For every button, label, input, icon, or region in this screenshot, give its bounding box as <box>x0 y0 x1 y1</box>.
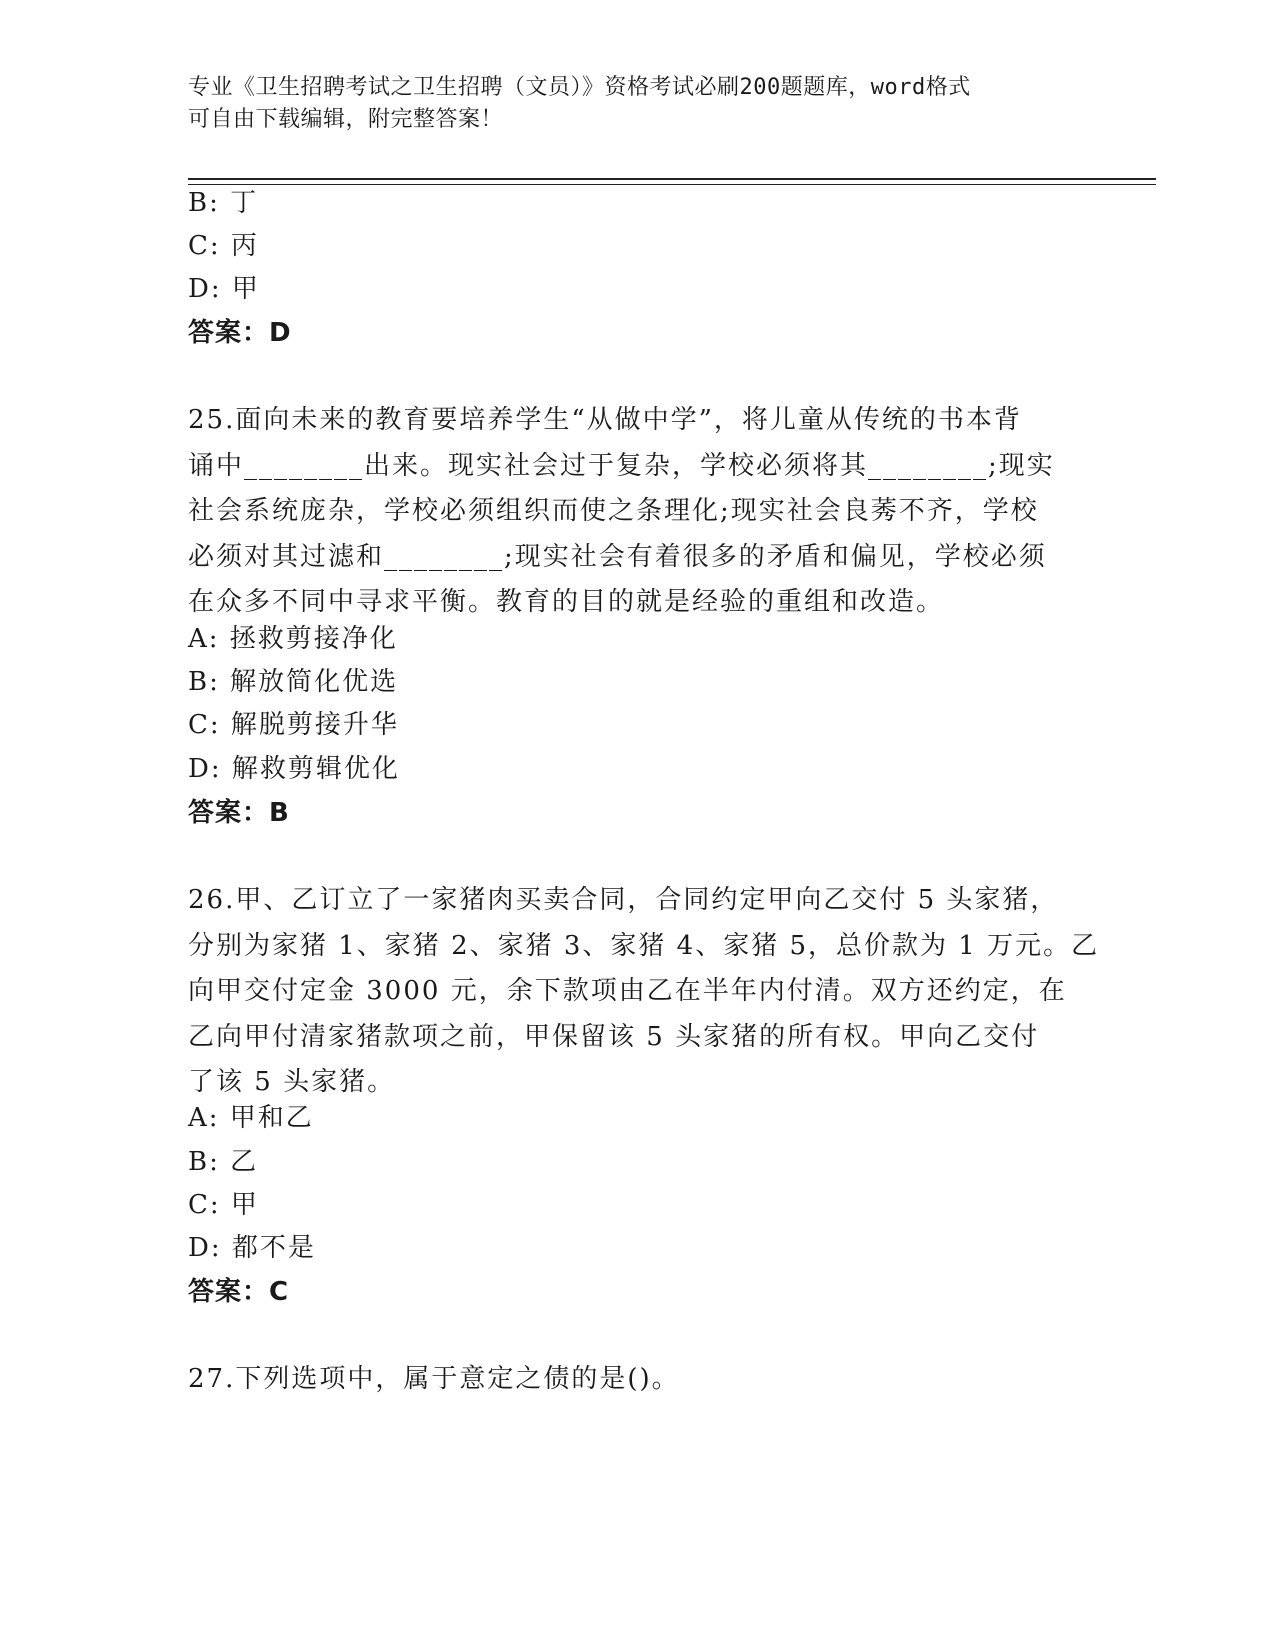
option-b: B: 乙 <box>188 1147 259 1177</box>
option-c: C: 丙 <box>188 231 259 261</box>
question-line: 了该 5 头家猪。 <box>188 1067 396 1097</box>
option-c: C: 甲 <box>188 1190 259 1220</box>
question-line: 分别为家猪 1、家猪 2、家猪 3、家猪 4、家猪 5，总价款为 1 万元。乙 <box>188 930 1100 961</box>
question-line: 诵中________出来。现实社会过于复杂，学校必须将其________;现实 <box>188 450 1055 481</box>
header-divider-thin <box>188 184 1156 185</box>
option-d: D: 都不是 <box>188 1233 316 1263</box>
question-line: 社会系统庞杂，学校必须组织而使之条理化;现实社会良莠不齐，学校 <box>188 496 1039 526</box>
document-header <box>188 72 1068 136</box>
answer: 答案：C <box>188 1277 290 1307</box>
question-line: 27.下列选项中，属于意定之债的是()。 <box>188 1364 680 1394</box>
header-line-1: 专业《卫生招聘考试之卫生招聘（文员）》资格考试必刷200题题库，word格式 <box>188 75 971 100</box>
answer: 答案：B <box>188 798 290 828</box>
header-divider-thick <box>188 178 1156 180</box>
option-a: A: 拯救剪接净化 <box>188 624 398 654</box>
option-d: D: 解救剪辑优化 <box>188 754 400 784</box>
question-26-text <box>188 878 1100 1106</box>
option-a: A: 甲和乙 <box>188 1103 314 1133</box>
question-27-text <box>188 1357 1078 1403</box>
question-line: 乙向甲付清家猪款项之前，甲保留该 5 头家猪的所有权。甲向乙交付 <box>188 1021 1040 1052</box>
option-b: B: 解放简化优选 <box>188 667 399 697</box>
header-line-2: 可自由下载编辑，附完整答案！ <box>188 107 504 132</box>
question-line: 25.面向未来的教育要培养学生“从做中学”，将儿童从传统的书本背 <box>188 405 1022 435</box>
question-line: 必须对其过滤和________;现实社会有着很多的矛盾和偏见，学校必须 <box>188 541 1047 572</box>
question-line: 26.甲、乙订立了一家猪肉买卖合同，合同约定甲向乙交付 5 头家猪， <box>188 885 1059 915</box>
option-b: B: 丁 <box>188 188 259 218</box>
question-line: 向甲交付定金 3000 元，余下款项由乙在半年内付清。双方还约定，在 <box>188 976 1067 1006</box>
option-d: D: 甲 <box>188 274 260 304</box>
option-c: C: 解脱剪接升华 <box>188 710 399 740</box>
answer: 答案：D <box>188 318 292 348</box>
question-25-text <box>188 398 1078 626</box>
question-line: 在众多不同中寻求平衡。教育的目的就是经验的重组和改造。 <box>188 587 945 617</box>
